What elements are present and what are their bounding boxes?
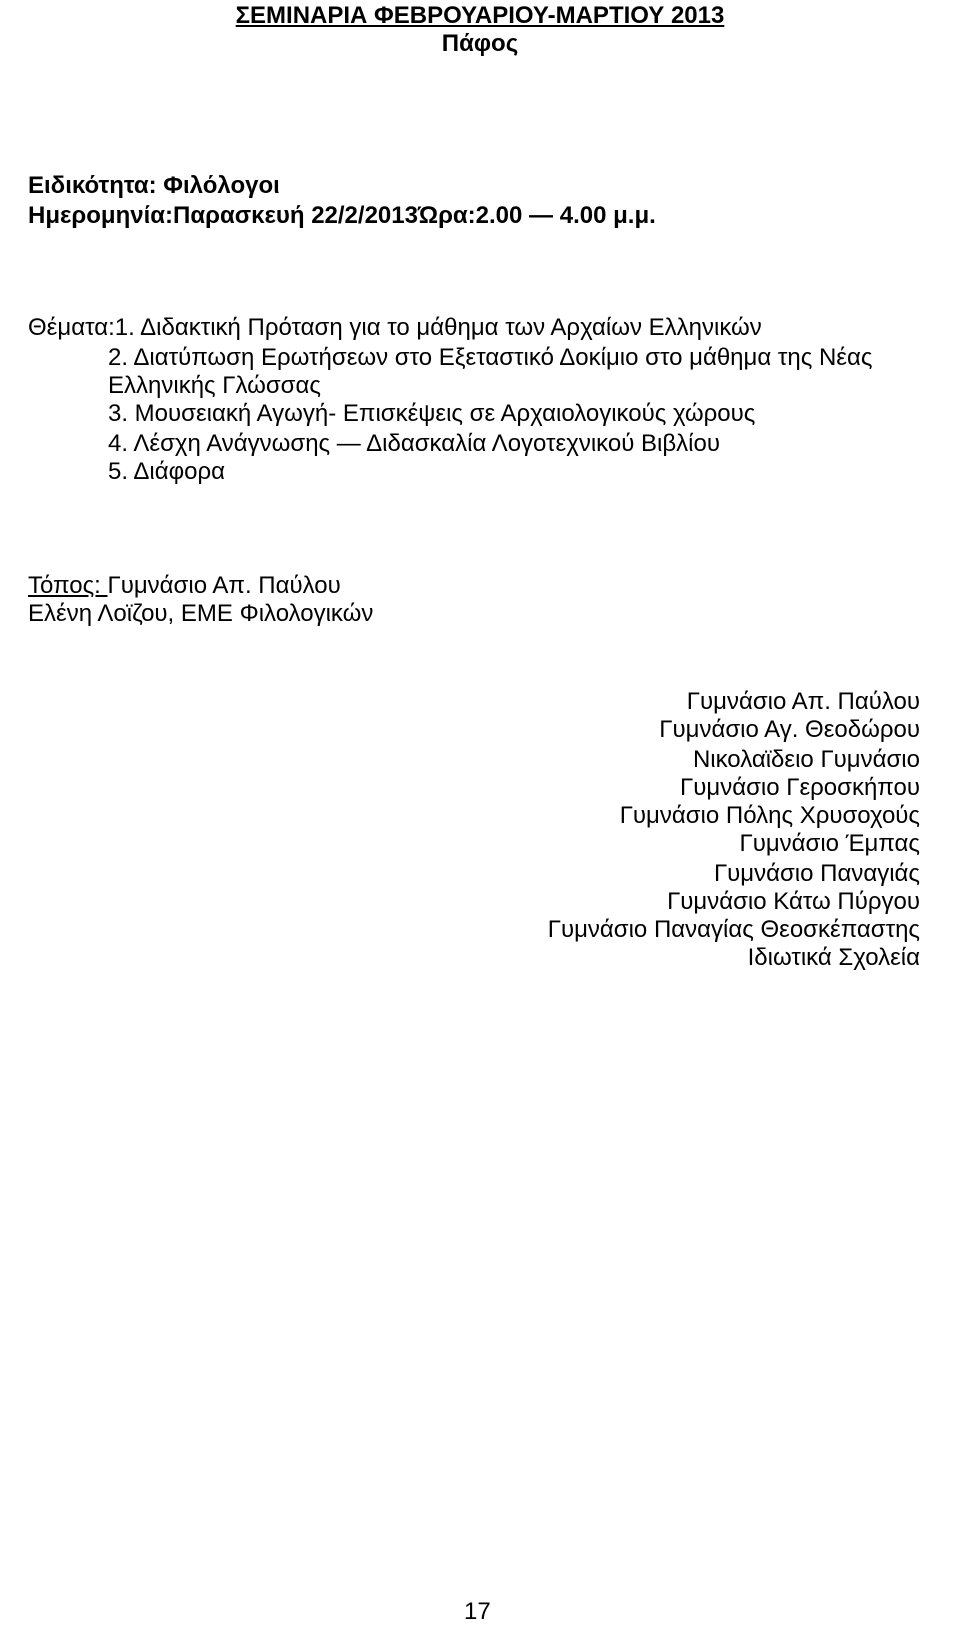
school-item: Ιδιωτικά Σχολεία: [747, 944, 920, 971]
venue-line: [28, 572, 341, 600]
school-item: Νικολαϊδειο Γυμνάσιο: [692, 746, 920, 773]
school-item: Γυμνάσιο Παναγίας Θεοσκέπαστης: [547, 916, 920, 943]
school-item: Γυμνάσιο Έμπας: [739, 830, 920, 857]
topics-item-4: 4. Λέσχη Ανάγνωσης — Διδασκαλία Λογοτεχνικού Βιβλίου: [108, 430, 720, 457]
date-time-line: Ημερομηνία:Παρασκευή 22/2/2013Ώρα:2.00 — 4.00 μ.μ.: [28, 202, 656, 229]
school-item: Γυμνάσιο Αγ. Θεοδώρου: [659, 716, 920, 743]
specialty-line: Ειδικότητα: Φιλόλογοι: [28, 172, 280, 199]
topics-item-5: 5. Διάφορα: [108, 458, 226, 485]
page-number: 17: [464, 1598, 491, 1625]
presenter-line: Ελένη Λοϊζου, ΕΜΕ Φιλολογικών: [28, 600, 374, 627]
topics-label: Θέματα:: [28, 314, 115, 341]
topics-item-1: [28, 314, 762, 342]
venue-value: Γυμνάσιο Απ. Παύλου: [107, 572, 341, 599]
topics-item-2-line-1: 2. Διατύπωση Ερωτήσεων στο Εξεταστικό Δοκίμιο στο μάθημα της Νέας: [108, 344, 873, 371]
venue-label: Τόπος:: [28, 572, 108, 599]
school-item: Γυμνάσιο Γεροσκήπου: [680, 774, 920, 801]
school-item: Γυμνάσιο Απ. Παύλου: [686, 688, 920, 715]
document-title: ΣΕΜΙΝΑΡΙΑ ΦΕΒΡΟΥΑΡΙΟΥ-ΜΑΡΤΙΟΥ 2013: [235, 2, 725, 29]
topics-item-1-text: 1. Διδακτική Πρόταση για το μάθημα των Αρχαίων Ελληνικών: [114, 314, 762, 341]
topics-item-2-line-2: Ελληνικής Γλώσσας: [108, 372, 321, 399]
school-item: Γυμνάσιο Παναγιάς: [713, 860, 920, 887]
topics-item-3: 3. Μουσειακή Αγωγή- Επισκέψεις σε Αρχαιολογικούς χώρους: [108, 400, 756, 427]
school-item: Γυμνάσιο Κάτω Πύργου: [667, 888, 920, 915]
document-location: Πάφος: [441, 30, 519, 57]
school-item: Γυμνάσιο Πόλης Χρυσοχούς: [619, 802, 920, 829]
